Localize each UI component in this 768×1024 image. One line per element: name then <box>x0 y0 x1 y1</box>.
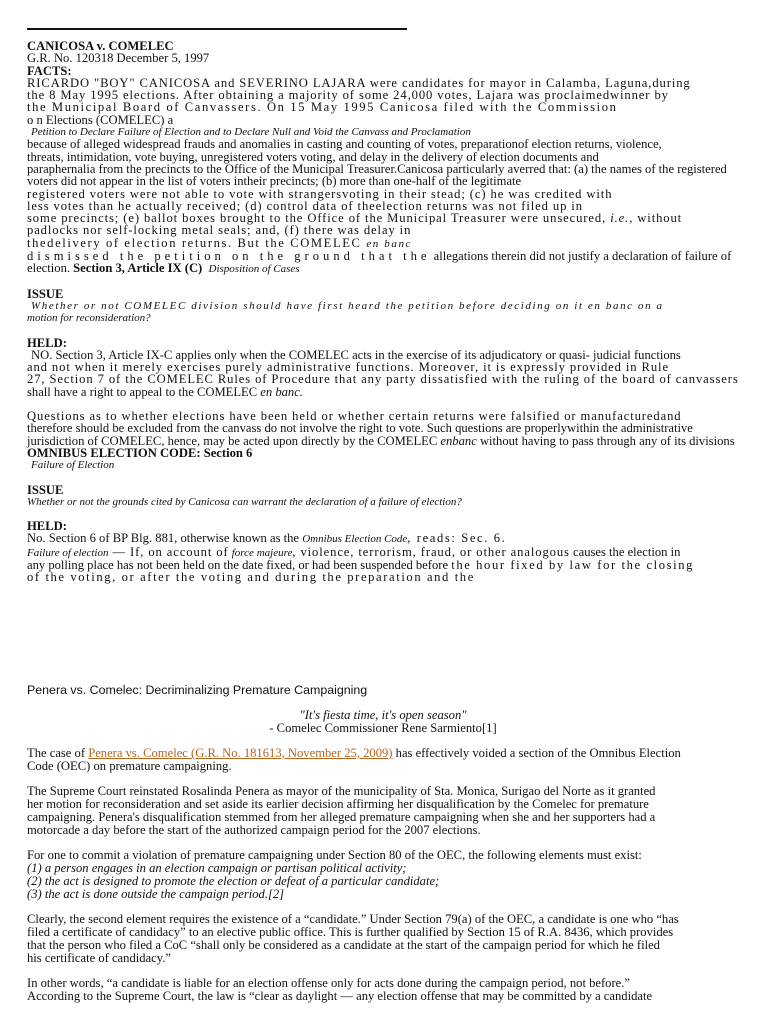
article-quote: "It's fiesta time, it's open season" <box>299 708 467 722</box>
facts-line: because of alleged widespread frauds and anomalies in casting and counting of votes, preparationof election returns, violence, <box>27 137 662 152</box>
held2-line: Failure of election — If, on account of force majeure, violence, terrorism, fraud, or other analogous causes the election in <box>27 544 681 559</box>
issue2-text: Whether or not the grounds cited by Canicosa can warrant the declaration of a failure of election? <box>27 495 462 508</box>
facts-line: less votes than he actually received; (d) control data of theelection returns was not filed up in <box>27 198 583 213</box>
case-link[interactable]: Penera vs. Comelec (G.R. No. 181613, November 25, 2009) <box>88 746 393 760</box>
article-paragraph: Clearly, the second element requires the existence of a “candidate.” Under Section 79(a) of the OEC, a candidate is one who “has filed a certificate of candidacy” to an elective public office. This is further qualified by Section 15 of R.A. 8436, which provides that the person who filed a CoC “shall only be considered as a candidate at the start of the campaign period for which he filed his certificate of candidacy.” <box>27 912 679 965</box>
article <box>27 684 739 1015</box>
held2-line: No. Section 6 of BP Blg. 881, otherwise known as the Omnibus Election Code, reads: Sec. 6. <box>27 531 507 546</box>
article-paragraph: For one to commit a violation of premature campaigning under Section 80 of the OEC, the following elements must exist: (1) a person engages in an election campaign or partisan political activity; (2) the act is designed to promote the election or defeat of a particular candidate; (3) the act is done outside the campaign period.[2] <box>27 848 642 901</box>
facts-line: thedelivery of election returns. But the COMELEC en banc <box>27 235 413 250</box>
article-paragraph: The Supreme Court reinstated Rosalinda Penera as mayor of the municipality of Sta. Monica, Surigao del Norte as it granted her motion for reconsideration and set aside its earlier decision affirming her disqualification by the Comelec for premature campaigning. Penera's disqualification stemmed from her alleged premature campaigning when she and her supporters had a motorcade a day before the start of the authorized campaign period for the 2007 elections. <box>27 784 656 837</box>
article-title: Penera vs. Comelec: Decriminalizing Premature Campaigning <box>27 683 368 697</box>
facts-line: registered voters were not able to vote with strangersvoting in their stead; (c) he was credited with <box>27 186 613 201</box>
petition-title: Petition to Declare Failure of Election and to Declare Null and Void the Canvass and Proclamation <box>31 126 471 139</box>
case-citation: G.R. No. 120318 December 5, 1997 <box>27 51 210 66</box>
held2-line: of the voting, or after the voting and during the preparation and the <box>27 570 475 585</box>
case-digest <box>27 28 739 584</box>
questions-line: jurisdiction of COMELEC, hence, may be acted upon directly by the COMELEC enbanc without having to pass through any of its divisions <box>27 433 735 448</box>
facts-line: paraphernalia from the precincts to the Office of the Municipal Treasurer.Canicosa particularly averred that: (a) the names of the registered <box>27 161 727 176</box>
held-line: NO. Section 3, Article IX-C applies only when the COMELEC acts in the exercise of its adjudicatory or quasi- judicial functions <box>31 347 681 362</box>
element-item: (1) a person engages in an election campaign or partisan political activity; <box>27 861 407 875</box>
questions-line: Questions as to whether elections have been held or whether certain returns were falsified or manufacturedand <box>27 409 682 424</box>
facts-line: threats, intimidation, vote buying, unregistered voters voting, and delay in the delivery of election documents and <box>27 149 599 164</box>
facts-line: voters did not appear in the list of voters intheir precincts; (b) more than one-half of the legitimate <box>27 174 522 189</box>
article-paragraph: In other words, “a candidate is liable for an election offense only for acts done during the campaign period, not before.” According to the Supreme Court, the law is “clear as daylight — any election offense that may be committed by a candidate <box>27 976 653 1003</box>
held-line: 27, Section 7 of the COMELEC Rules of Procedure that any party dissatisfied with the ruling of the board of canvassers <box>27 372 739 387</box>
facts-line: o n Elections (COMELEC) a <box>27 112 174 127</box>
issue-text: motion for reconsideration? <box>27 312 151 325</box>
article-paragraph: The case of Penera vs. Comelec (G.R. No. 181613, November 25, 2009) has effectively voided a section of the Omnibus Election Code (OEC) on premature campaigning. <box>27 746 681 773</box>
top-rule <box>27 28 407 30</box>
article-quote-attribution: - Comelec Commissioner Rene Sarmiento[1] <box>269 721 497 735</box>
issue2-heading: ISSUE <box>27 482 64 497</box>
case-title: CANICOSA v. COMELEC <box>27 39 174 53</box>
held2-heading: HELD: <box>27 519 67 534</box>
held-line: shall have a right to appeal to the COMELEC en banc. <box>27 384 303 399</box>
facts-line: padlocks nor self-locking metal seals; and, (f) there was delay in <box>27 223 412 238</box>
facts-line: election. Section 3, Article IX (C) Disposition of Cases <box>27 261 300 276</box>
facts-line: the Municipal Board of Canvassers. On 15 May 1995 Canicosa filed with the Commission <box>27 100 618 115</box>
issue-text: Whether or not COMELEC division should have first heard the petition before deciding on it en banc on a <box>31 299 664 312</box>
failure-heading: Failure of Election <box>31 459 115 472</box>
element-item: (2) the act is designed to promote the election or defeat of a particular candidate; <box>27 874 440 888</box>
facts-line: some precincts; (e) ballot boxes brought to the Office of the Municipal Treasurer were unsecured, i.e., without <box>27 211 683 226</box>
questions-line: therefore should be excluded from the canvass do not involve the right to vote. Such questions are properlywithin the administrative <box>27 421 693 436</box>
facts-line: the 8 May 1995 elections. After obtaining a majority of some 24,000 votes, Lajara was proclaimedwinner by <box>27 88 669 103</box>
facts-line: dismissed the petition on the ground that the allegations therein did not justify a declaration of failure of <box>27 249 732 264</box>
facts-line: RICARDO "BOY" CANICOSA and SEVERINO LAJARA were candidates for mayor in Calamba, Laguna,during <box>27 75 691 90</box>
issue-heading: ISSUE <box>27 286 64 301</box>
held-line: and not when it merely exercises purely administrative functions. Moreover, it is expressly provided in Rule <box>27 360 669 375</box>
omnibus-heading: OMNIBUS ELECTION CODE: Section 6 <box>27 445 253 460</box>
facts-heading: FACTS: <box>27 63 72 78</box>
element-item: (3) the act is done outside the campaign period.[2] <box>27 887 285 901</box>
held2-line: any polling place has not been held on the date fixed, or had been suspended before the hour fixed by law for the closing <box>27 557 695 572</box>
held-heading: HELD: <box>27 335 67 350</box>
